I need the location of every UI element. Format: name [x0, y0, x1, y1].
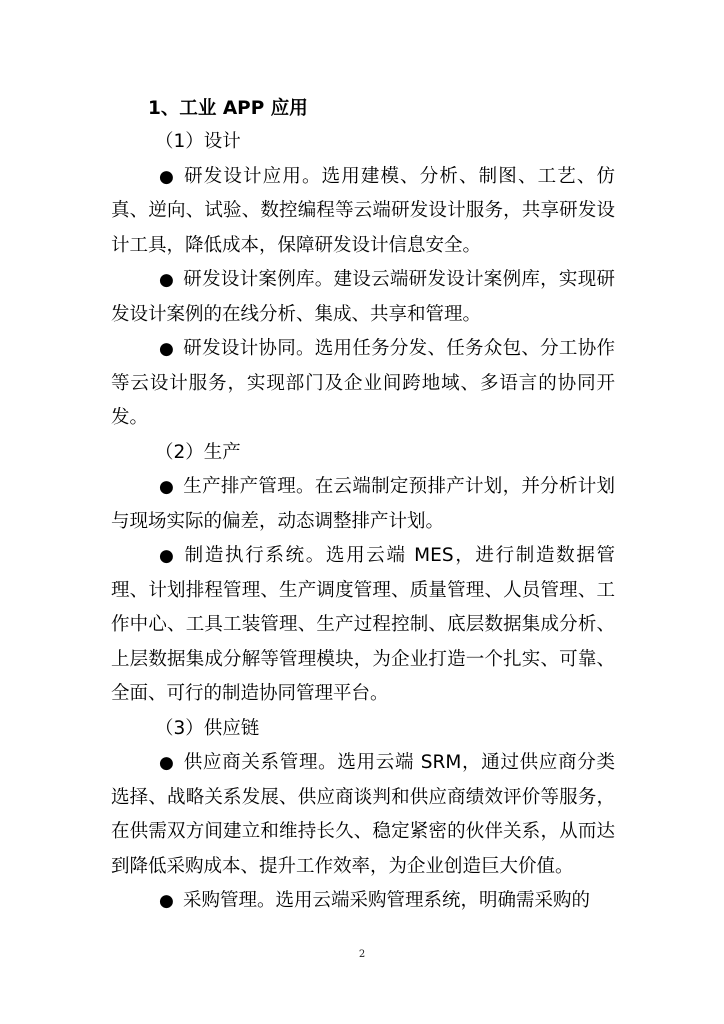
- bullet-icon: ●: [159, 339, 174, 359]
- bullet-paragraph: [111, 746, 615, 884]
- subsection-title-supply-chain: （3）供应链: [155, 717, 260, 739]
- bullet-paragraph: [111, 884, 615, 919]
- paragraph-text: 供应商关系管理。选用云端 SRM，通过供应商分类选择、战略关系发展、供应商谈判和供应商绩效评价等服务，在供需双方间建立和维持长久、稳定紧密的伙伴关系，从而达到降低采购成本、提升工作效率，为企业创造巨大价值。: [111, 752, 615, 877]
- bullet-paragraph: [111, 470, 615, 539]
- paragraph-text: 研发设计应用。选用建模、分析、制图、工艺、仿真、逆向、试验、数控编程等云端研发设计服务，共享研发设计工具，降低成本，保障研发设计信息安全。: [111, 165, 615, 256]
- bullet-paragraph: [111, 332, 615, 436]
- paragraph-text: 采购管理。选用云端采购管理系统，明确需采购的: [183, 890, 591, 911]
- paragraph-text: 研发设计案例库。建设云端研发设计案例库，实现研发设计案例的在线分析、集成、共享和管理。: [111, 269, 615, 325]
- bullet-icon: ●: [159, 546, 174, 566]
- bullet-paragraph: [111, 263, 615, 332]
- paragraph-text: 制造执行系统。选用云端 MES，进行制造数据管理、计划排程管理、生产调度管理、质量管理、人员管理、工作中心、工具工装管理、生产过程控制、底层数据集成分析、上层数据集成分解等管理模块，为企业打造一个扎实、可靠、全面、可行的制造协同管理平台。: [111, 545, 615, 704]
- paragraph-text: 研发设计协同。选用任务分发、任务众包、分工协作等云设计服务，实现部门及企业间跨地域、多语言的协同开发。: [111, 338, 615, 428]
- subsection-title-production: （2）生产: [155, 441, 241, 463]
- subsection-title-design: （1）设计: [155, 131, 241, 152]
- bullet-icon: ●: [159, 891, 174, 911]
- bullet-icon: ●: [159, 270, 174, 290]
- bullet-paragraph: [111, 160, 615, 264]
- section-heading: 1、工业 APP 应用: [148, 98, 308, 119]
- paragraph-text: 生产排产管理。在云端制定预排产计划，并分析计划与现场实际的偏差，动态调整排产计划。: [111, 476, 615, 532]
- document-body: [111, 92, 615, 919]
- bullet-icon: ●: [159, 477, 174, 497]
- page-number: 2: [358, 949, 366, 960]
- bullet-paragraph: [111, 539, 615, 712]
- bullet-icon: ●: [159, 166, 174, 187]
- bullet-icon: ●: [159, 753, 174, 773]
